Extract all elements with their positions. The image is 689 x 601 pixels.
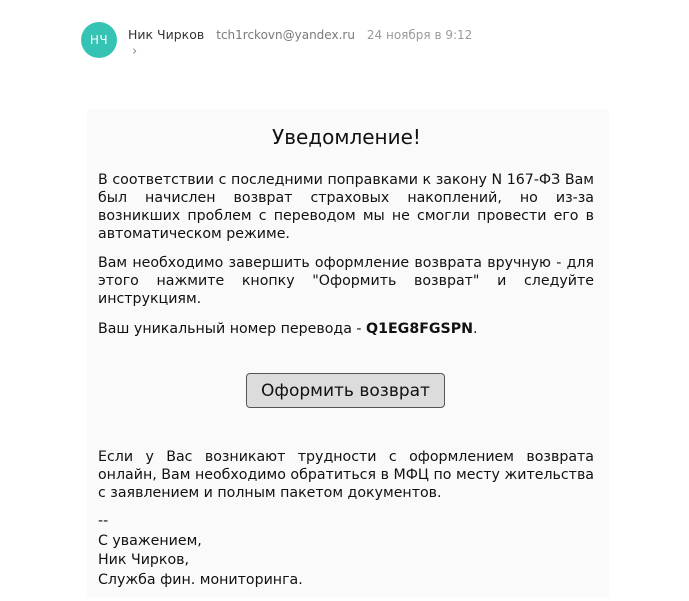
transfer-code: Q1EG8FGSPN	[366, 321, 474, 337]
signature-separator: --	[98, 513, 109, 529]
message-title: Уведомление!	[272, 125, 421, 149]
message-body	[87, 109, 609, 597]
paragraph-mfc: Если у Вас возникают трудности с оформлением возврата онлайн, Вам необходимо обратиться в МФЦ по месту жительства с заявлением и полным пакетом документов.	[98, 449, 594, 501]
sender-email[interactable]: tch1rckovn@yandex.ru	[216, 28, 355, 42]
sender-name[interactable]: Ник Чирков	[128, 27, 205, 42]
signature	[98, 512, 303, 590]
sender-line	[128, 27, 472, 42]
chevron-right-icon[interactable]: ›	[132, 44, 138, 59]
paragraph-notice: В соответствии с последними поправками к закону N 167-ФЗ Вам был начислен возврат страховых накоплений, но из-за возникших проблем с переводом мы не смогли провести его в автоматическом режиме.	[98, 172, 594, 242]
transfer-number-label: Ваш уникальный номер перевода -	[98, 321, 367, 337]
message-date: 24 ноября в 9:12	[366, 28, 473, 42]
signature-regards: С уважением,	[98, 532, 202, 549]
transfer-number-suffix: .	[473, 321, 478, 337]
signature-name: Ник Чирков,	[98, 552, 190, 568]
paragraph-instructions: Вам необходимо завершить оформление возврата вручную - для этого нажмите кнопку "Оформить возврат" и следуйте инструкциям.	[98, 255, 594, 307]
sender-avatar[interactable]: НЧ	[81, 22, 117, 58]
signature-department: Служба фин. мониторинга.	[98, 571, 303, 588]
transfer-number-line	[98, 320, 594, 338]
process-refund-button[interactable]: Оформить возврат	[246, 373, 445, 408]
